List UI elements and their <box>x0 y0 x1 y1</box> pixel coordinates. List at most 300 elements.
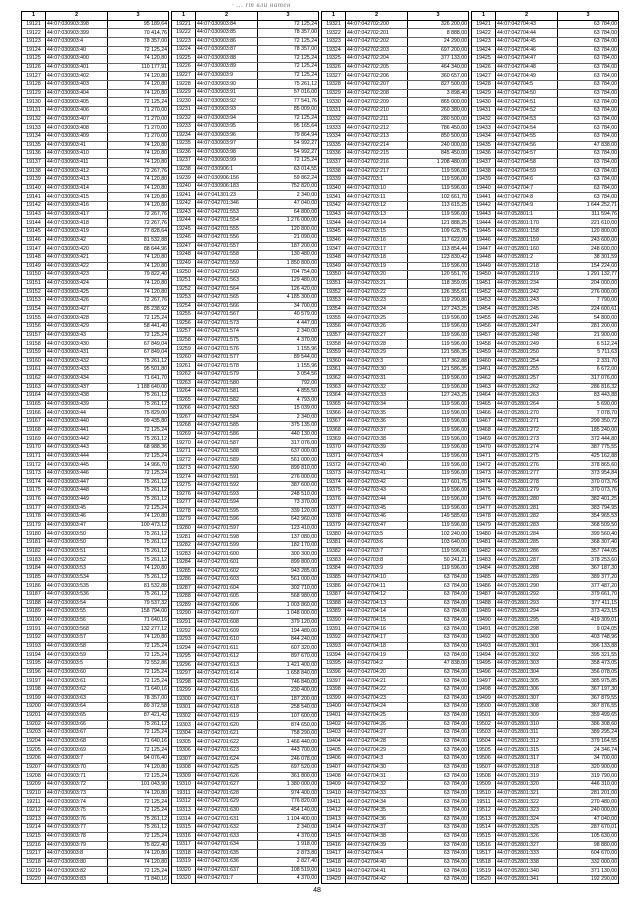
table-row <box>472 133 618 142</box>
cadastral-number: 44:07:042704:30 <box>346 764 408 772</box>
row-number: 19267 <box>172 414 196 422</box>
cadastral-number: 44:07:042701:580 <box>196 380 258 388</box>
row-number: 19360 <box>322 358 346 366</box>
cadastral-number: 44:07:042701:583 <box>196 405 258 413</box>
table-row <box>172 610 318 619</box>
cadastral-value: 72 125,24 <box>293 72 317 78</box>
row-number: 19279 <box>172 516 196 524</box>
table-row <box>322 755 468 764</box>
row-number: 19162 <box>22 375 46 383</box>
cadastral-number: 44:07:030903:443 <box>46 444 108 452</box>
row-number: 19453 <box>472 297 496 305</box>
cadastral-value: 74 120,80 <box>143 789 167 796</box>
cadastral-value: 379 120,00 <box>291 619 317 625</box>
cadastral-number: 44:07:042704:52 <box>496 107 558 115</box>
cadastral-value: 119 596,00 <box>441 331 467 338</box>
table-row <box>472 38 618 47</box>
cadastral-value: 317 076,00 <box>291 439 317 446</box>
cadastral-number: 44:07:042702:203 <box>346 47 408 55</box>
cadastral-number: 44:07:052801:312 <box>496 738 558 746</box>
cadastral-value: 14 966,70 <box>143 461 167 468</box>
row-number: 19302 <box>172 713 196 721</box>
cadastral-number: 44:07:052801:270 <box>496 409 558 417</box>
row-number: 19441 <box>472 193 496 201</box>
cadastral-number: 44:07:042703:16 <box>346 237 408 245</box>
table-row <box>172 875 318 883</box>
table-row <box>322 556 468 565</box>
cadastral-value: 119 596,00 <box>441 375 467 382</box>
row-number: 19226 <box>172 63 196 71</box>
cadastral-number: 44:07:042704:39 <box>346 842 408 850</box>
table-block <box>171 11 319 884</box>
cadastral-value: 63 784,00 <box>443 746 467 753</box>
cadastral-number: 44:07:042701:595 <box>196 508 258 516</box>
cadastral-number: 44:07:030903:68 <box>46 738 108 746</box>
cadastral-number: 44:07:042704:57 <box>496 150 558 158</box>
row-number: 19497 <box>472 677 496 685</box>
cadastral-number: 44:07:030903:76 <box>46 816 108 824</box>
cadastral-number: 44:07:052801:255 <box>496 366 558 374</box>
cadastral-number: 44:07:042704:47 <box>496 55 558 63</box>
row-number: 19308 <box>172 764 196 772</box>
table-row <box>322 574 468 583</box>
cadastral-number: 44:07:042701:578 <box>196 362 258 370</box>
table-row <box>172 157 318 166</box>
table-row <box>322 168 468 177</box>
cadastral-number: 44:07:030903:41 <box>46 142 108 150</box>
cadastral-number: 44:07:030903:50 <box>46 539 108 547</box>
row-number: 19274 <box>172 474 196 482</box>
cadastral-value: 63 784,00 <box>443 712 467 719</box>
cadastral-value: 72 125,24 <box>143 677 167 684</box>
cadastral-value: 63 784,00 <box>443 703 467 710</box>
cadastral-value: 368 307,40 <box>591 539 617 546</box>
cadastral-value: 75 261,12 <box>143 401 167 408</box>
table-row <box>172 867 318 876</box>
row-number: 19307 <box>172 756 196 764</box>
cadastral-number: 44:07:042704:28 <box>346 738 408 746</box>
cadastral-value: 63 784,00 <box>443 686 467 693</box>
table-row <box>22 651 168 660</box>
cadastral-number: 44:07:042702:205 <box>346 64 408 72</box>
table-row <box>472 721 618 730</box>
table-row <box>22 271 168 280</box>
cadastral-value: 63 784,00 <box>443 591 467 598</box>
table-row <box>472 522 618 531</box>
row-number: 19269 <box>172 431 196 439</box>
cadastral-value: 63 784,00 <box>443 668 467 675</box>
row-number: 19344 <box>322 219 346 227</box>
table-row <box>322 591 468 600</box>
cadastral-number: 44:07:052801:248 <box>496 332 558 340</box>
cadastral-number: 44:07:042701:575 <box>196 337 258 345</box>
cadastral-number: 44:07:052801:275 <box>496 453 558 461</box>
row-number: 19326 <box>322 64 346 72</box>
cadastral-number: 44:07:052801:320 <box>496 781 558 789</box>
row-number: 19218 <box>22 859 46 867</box>
row-number: 19289 <box>172 602 196 610</box>
row-number: 19346 <box>322 237 346 245</box>
cadastral-value: 75 261,12 <box>143 591 167 598</box>
table-row <box>472 712 618 721</box>
table-row <box>172 72 318 81</box>
row-number: 19431 <box>472 107 496 115</box>
row-number: 19349 <box>322 263 346 271</box>
table-row <box>172 679 318 688</box>
row-number: 19518 <box>472 859 496 867</box>
cadastral-value: 78 357,00 <box>293 46 317 53</box>
cadastral-number: 44:07:030903:96 <box>196 132 258 140</box>
row-number: 19155 <box>22 314 46 322</box>
cadastral-number: 44:07:042701:605 <box>196 593 258 601</box>
cadastral-number: 44:07:042701:601 <box>196 559 258 567</box>
table-row <box>472 29 618 38</box>
row-number: 19323 <box>322 38 346 46</box>
cadastral-number: 44:07:042704:29 <box>346 746 408 754</box>
cadastral-value: 339 120,00 <box>291 507 317 514</box>
cadastral-number: 44:07:042701:593 <box>196 491 258 499</box>
table-row <box>472 574 618 583</box>
table-row <box>472 150 618 159</box>
cadastral-number: 44:07:042701:619 <box>196 713 258 721</box>
cadastral-value: 108 519,00 <box>291 866 317 873</box>
table-row <box>472 90 618 99</box>
table-row <box>472 64 618 73</box>
cadastral-number: 44:07:052801:271 <box>496 418 558 426</box>
table-row <box>22 159 168 168</box>
cadastral-value: 77 828,64 <box>143 228 167 235</box>
row-number: 19468 <box>472 427 496 435</box>
row-number: 19140 <box>22 185 46 193</box>
table-row <box>22 168 168 177</box>
cadastral-value: 126 420,00 <box>291 285 317 292</box>
cadastral-number: 44:07:042701:632 <box>196 824 258 832</box>
row-number: 19215 <box>22 833 46 841</box>
cadastral-value: 389 295,24 <box>591 729 617 736</box>
cadastral-number: 44:07:042703:36 <box>346 418 408 426</box>
table-row <box>472 798 618 807</box>
table-row <box>322 746 468 755</box>
table-row <box>322 867 468 876</box>
cadastral-number: 44:07:052801:278 <box>496 479 558 487</box>
cadastral-value: 317 076,00 <box>591 375 617 382</box>
cadastral-value: 1 155,96 <box>296 345 317 352</box>
row-number: 19423 <box>472 38 496 46</box>
cadastral-number: 44:07:042703:12 <box>346 202 408 210</box>
cadastral-value: 63 784,00 <box>593 38 617 45</box>
table-block <box>21 11 169 884</box>
cadastral-value: 74 120,80 <box>143 565 167 572</box>
cadastral-number: 44:07:042702:206 <box>346 72 408 80</box>
cadastral-number: 44:07:042701:602 <box>196 568 258 576</box>
row-number: 19288 <box>172 593 196 601</box>
cadastral-value: 368 509,50 <box>591 522 617 529</box>
table-row <box>472 530 618 539</box>
cadastral-value: 446 310,00 <box>591 781 617 788</box>
cadastral-number: 44:07:042701:625 <box>196 764 258 772</box>
cadastral-value: 63 784,00 <box>593 133 617 140</box>
cadastral-number: 44:07:042701:612 <box>196 653 258 661</box>
table-row <box>322 729 468 738</box>
row-number: 19205 <box>22 746 46 754</box>
cadastral-number: 44:07:042704:43 <box>496 21 558 29</box>
row-number: 19198 <box>22 686 46 694</box>
cadastral-value: 899 800,00 <box>291 559 317 566</box>
table-row <box>322 306 468 315</box>
cadastral-value: 246 078,00 <box>291 755 317 762</box>
row-number: 19460 <box>472 358 496 366</box>
cadastral-value: 21 090,00 <box>293 234 317 241</box>
row-number: 19157 <box>22 332 46 340</box>
row-number: 19446 <box>472 237 496 245</box>
table-row <box>22 643 168 652</box>
table-row <box>322 185 468 194</box>
table-row <box>22 349 168 358</box>
table-row <box>172 123 318 132</box>
cadastral-value: 385 975,85 <box>591 677 617 684</box>
table-row <box>472 392 618 401</box>
cadastral-value: 72 125,24 <box>143 331 167 338</box>
table-row <box>472 816 618 825</box>
cadastral-number: 44:07:052801:264 <box>496 401 558 409</box>
table-row <box>22 625 168 634</box>
row-number: 19363 <box>322 384 346 392</box>
row-number: 19491 <box>472 625 496 633</box>
cadastral-value: 72 125,24 <box>143 807 167 814</box>
table-row <box>172 328 318 337</box>
column-header: 1 <box>172 12 196 20</box>
row-number: 19389 <box>322 608 346 616</box>
row-number: 19372 <box>322 461 346 469</box>
row-number: 19191 <box>22 625 46 633</box>
cadastral-value: 367 197,30 <box>591 686 617 693</box>
cadastral-number: 44:07:052801:245 <box>496 306 558 314</box>
cadastral-number: 44:07:030903:62 <box>46 686 108 694</box>
cadastral-value: 2 340,00 <box>296 328 317 335</box>
table-row <box>322 366 468 375</box>
row-number: 19146 <box>22 237 46 245</box>
cadastral-value: 75 261,12 <box>143 547 167 554</box>
table-row <box>22 72 168 81</box>
table-row <box>22 824 168 833</box>
cadastral-value: 63 784,00 <box>593 176 617 183</box>
cadastral-number: 44:07:030903:84 <box>196 21 258 29</box>
cadastral-number: 44:07:042701:616 <box>196 687 258 695</box>
row-number: 19328 <box>322 81 346 89</box>
table-row <box>172 696 318 705</box>
cadastral-value: 6 512,24 <box>596 340 617 347</box>
cadastral-value: 119 596,00 <box>441 470 467 477</box>
table-row <box>322 470 468 479</box>
cadastral-number: 44:07:030903:447 <box>46 479 108 487</box>
table-row <box>472 651 618 660</box>
cadastral-value: 2 827,40 <box>296 858 317 865</box>
table-row <box>172 149 318 158</box>
table-row <box>322 228 468 237</box>
table-row <box>22 427 168 436</box>
table-row <box>472 159 618 168</box>
cadastral-value: 1 291 132,77 <box>586 271 617 278</box>
cadastral-number: 44:07:052801:274 <box>496 444 558 452</box>
cadastral-value: 1 380 000,00 <box>286 781 317 788</box>
cadastral-number: 44:07:052801:283 <box>496 522 558 530</box>
cadastral-value: 126 355,61 <box>441 288 467 295</box>
cadastral-value: 697 200,00 <box>441 46 467 53</box>
table-row <box>472 211 618 220</box>
cadastral-number: 44:07:042704:17 <box>346 634 408 642</box>
cadastral-number: 44:07:030903:410 <box>46 150 108 158</box>
row-number: 19403 <box>322 729 346 737</box>
table-row <box>322 790 468 799</box>
cadastral-value: 746 840,00 <box>291 678 317 685</box>
cadastral-value: 63 784,00 <box>593 64 617 71</box>
table-row <box>22 453 168 462</box>
cadastral-value: 850 500,00 <box>441 133 467 140</box>
cadastral-number: 44:07:052801:254 <box>496 358 558 366</box>
cadastral-value: 387 775,55 <box>591 444 617 451</box>
row-number: 19439 <box>472 176 496 184</box>
row-number: 19227 <box>172 72 196 80</box>
table-header-row <box>22 12 168 21</box>
row-number: 19249 <box>172 260 196 268</box>
cadastral-number: 44:07:052801:286 <box>496 548 558 556</box>
cadastral-number: 44:07:030903:63 <box>46 695 108 703</box>
row-number: 19313 <box>172 807 196 815</box>
cadastral-number: 44:07:052801:318 <box>496 764 558 772</box>
cadastral-number: 44:07:042704:18 <box>346 643 408 651</box>
row-number: 19501 <box>472 712 496 720</box>
cadastral-number: 44:07:042701:586 <box>196 431 258 439</box>
cadastral-number: 44:07:042704:31 <box>346 772 408 780</box>
row-number: 19210 <box>22 790 46 798</box>
cadastral-number: 44:07:042701:628 <box>196 790 258 798</box>
row-number: 19449 <box>472 263 496 271</box>
cadastral-number: 44:07:042701:617 <box>196 696 258 704</box>
row-number: 19471 <box>472 453 496 461</box>
table-row <box>172 525 318 534</box>
cadastral-number: 44:07:042704:32 <box>346 781 408 789</box>
cadastral-value: 74 120,80 <box>143 185 167 192</box>
table-row <box>22 842 168 851</box>
cadastral-value: 75 261,12 <box>143 435 167 442</box>
table-row <box>472 807 618 816</box>
table-row <box>472 409 618 418</box>
row-number: 19407 <box>322 764 346 772</box>
cadastral-number: 44:07:042704:12 <box>346 591 408 599</box>
row-number: 19220 <box>22 876 46 884</box>
cadastral-value: 63 784,00 <box>443 625 467 632</box>
table-row <box>472 608 618 617</box>
cadastral-number: 44:07:042704:14 <box>346 608 408 616</box>
cadastral-number: 44:07:042701:599 <box>196 542 258 550</box>
table-row <box>322 479 468 488</box>
row-number: 19232 <box>172 115 196 123</box>
cadastral-number: 44:07:030906:156 <box>196 174 258 182</box>
cadastral-number: 44:07:042701:609 <box>196 627 258 635</box>
table-row <box>322 444 468 453</box>
cadastral-value: 752 820,00 <box>291 183 317 190</box>
cadastral-number: 44:07:030903:60 <box>46 669 108 677</box>
cadastral-number: 44:07:030903:78 <box>46 833 108 841</box>
cadastral-number: 44:07:030903:418 <box>46 219 108 227</box>
table-row <box>172 704 318 713</box>
cadastral-value: 119 596,00 <box>441 314 467 321</box>
cadastral-number: 44:07:030903:53 <box>46 565 108 573</box>
table-row <box>472 116 618 125</box>
table-row <box>172 38 318 47</box>
table-row <box>322 582 468 591</box>
cadastral-value: 4 185 300,00 <box>286 294 317 301</box>
cadastral-number: 44:07:052801:280 <box>496 496 558 504</box>
cadastral-value: 358 473,05 <box>591 660 617 667</box>
cadastral-number: 44:07:042701:636 <box>196 858 258 866</box>
cadastral-value: 119 596,00 <box>441 461 467 468</box>
row-number: 19135 <box>22 142 46 150</box>
row-number: 19467 <box>472 418 496 426</box>
table-row <box>322 21 468 30</box>
cadastral-number: 44:07:042701:594 <box>196 499 258 507</box>
cadastral-number: 44:07:042704:55 <box>496 133 558 141</box>
cadastral-value: 403 748,96 <box>591 634 617 641</box>
cadastral-number: 44:07:042701:598 <box>196 533 258 541</box>
table-row <box>472 513 618 522</box>
cadastral-number: 44:07:030903:40 <box>46 47 108 55</box>
row-number: 19345 <box>322 228 346 236</box>
cadastral-number: 44:07:042702:213 <box>346 133 408 141</box>
row-number: 19505 <box>472 746 496 754</box>
cadastral-value: 72 125,24 <box>143 46 167 53</box>
cadastral-value: 697 520,00 <box>291 764 317 771</box>
cadastral-number: 44:07:030903:422 <box>46 263 108 271</box>
cadastral-value: 74 120,80 <box>143 81 167 88</box>
row-number: 19317 <box>172 841 196 849</box>
cadastral-number: 44:07:042704:49 <box>496 72 558 80</box>
cadastral-number: 44:07:030903:95 <box>196 123 258 131</box>
table-row <box>172 756 318 765</box>
row-number: 19351 <box>322 280 346 288</box>
cadastral-value: 119 596,00 <box>441 409 467 416</box>
cadastral-number: 44:07:042703:19 <box>346 263 408 271</box>
cadastral-value: 72 125,24 <box>143 833 167 840</box>
row-number: 19365 <box>322 401 346 409</box>
row-number: 19282 <box>172 542 196 550</box>
table-row <box>322 418 468 427</box>
row-number: 19268 <box>172 422 196 430</box>
row-number: 19381 <box>322 539 346 547</box>
table-row <box>22 116 168 125</box>
table-row <box>172 858 318 867</box>
cadastral-value: 119 596,00 <box>441 487 467 494</box>
table-row <box>322 816 468 825</box>
row-number: 19158 <box>22 340 46 348</box>
cadastral-number: 44:07:042701:603 <box>196 576 258 584</box>
row-number: 19216 <box>22 842 46 850</box>
table-row <box>322 686 468 695</box>
cadastral-number: 44:07:042701:557 <box>196 243 258 251</box>
cadastral-value: 74 120,80 <box>143 193 167 200</box>
cadastral-number: 44:07:042704:44 <box>496 29 558 37</box>
table-row <box>22 712 168 721</box>
table-row <box>22 332 168 341</box>
cadastral-number: 44:07:052801:325 <box>496 824 558 832</box>
table-header-row <box>172 12 318 21</box>
table-row <box>472 781 618 790</box>
row-number: 19400 <box>322 703 346 711</box>
row-number: 19294 <box>172 644 196 652</box>
cadastral-number: 44:07:030903:51 <box>46 548 108 556</box>
table-row <box>22 470 168 479</box>
cadastral-number: 44:07:030903:44 <box>46 409 108 417</box>
